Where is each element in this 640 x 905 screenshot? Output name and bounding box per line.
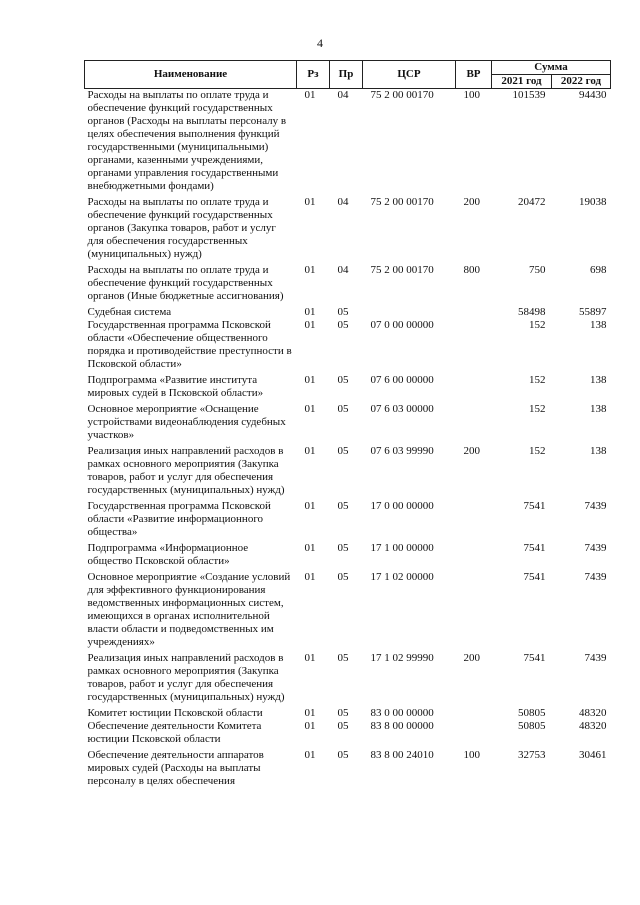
cell-rz: 01 (304, 306, 316, 318)
cell-rz: 01 (304, 89, 316, 101)
cell-vr: 100 (463, 89, 480, 101)
cell-rz: 01 (304, 264, 316, 276)
cell-2022: 7439 (584, 571, 607, 583)
cell-pr: 05 (337, 374, 349, 386)
header-vr: ВР (456, 61, 492, 89)
cell-pr: 05 (337, 319, 349, 331)
cell-2021: 7541 (523, 571, 546, 583)
cell-2021: 152 (529, 374, 546, 386)
cell-rz: 01 (304, 749, 316, 761)
budget-table (84, 60, 611, 788)
header-2022: 2022 год (552, 75, 611, 89)
cell-2021: 750 (529, 264, 546, 276)
cell-pr: 05 (337, 571, 349, 583)
cell-vr: 800 (463, 264, 480, 276)
cell-2022: 7439 (584, 652, 607, 664)
cell-2022: 7439 (584, 542, 607, 554)
cell-2021: 101539 (512, 89, 546, 101)
cell-2021: 58498 (518, 306, 546, 318)
cell-2022: 48320 (579, 707, 607, 719)
table-row (85, 89, 611, 194)
cell-csr (363, 303, 456, 319)
cell-2021: 7541 (523, 652, 546, 664)
cell-vr: 200 (463, 445, 480, 457)
cell-csr: 83 8 00 00000 (370, 720, 434, 732)
table-row (85, 442, 611, 497)
cell-rz: 01 (304, 196, 316, 208)
cell-2021: 20472 (518, 196, 546, 208)
cell-2022: 48320 (579, 720, 607, 732)
table-row (85, 746, 611, 788)
cell-2021: 50805 (518, 720, 546, 732)
cell-2022: 19038 (579, 196, 607, 208)
cell-2021: 32753 (518, 749, 546, 761)
cell-name: Расходы на выплаты по оплате труда и обеспечение функций государственных органов (Иные бюджетные ассигнования) (87, 264, 284, 302)
cell-2021: 152 (529, 445, 546, 457)
table-row (85, 649, 611, 704)
cell-vr (456, 400, 492, 442)
cell-name: Реализация иных направлений расходов в рамках основного мероприятия (Закупка товаров, работ и услуг для обеспечения государственных (муниципальных) нужд) (87, 445, 285, 496)
header-csr: ЦСР (363, 61, 456, 89)
cell-rz: 01 (304, 319, 316, 331)
cell-pr: 05 (337, 542, 349, 554)
cell-vr: 200 (463, 652, 480, 664)
cell-csr: 17 0 00 00000 (370, 500, 434, 512)
cell-name: Государственная программа Псковской области «Развитие информационного общества» (87, 500, 271, 538)
header-rz: Рз (297, 61, 330, 89)
cell-2022: 138 (590, 445, 607, 457)
cell-pr: 04 (337, 196, 349, 208)
cell-name: Основное мероприятие «Создание условий для эффективного функционирования ведомственных информационных систем, имеющихся в органах исполнительной власти области и подведомственных им учреждениях» (87, 571, 291, 648)
cell-name: Комитет юстиции Псковской области (87, 707, 263, 719)
cell-rz: 01 (304, 403, 316, 415)
cell-vr (456, 371, 492, 400)
budget-table-wrapper (84, 60, 610, 788)
cell-name: Судебная система (87, 306, 172, 318)
cell-name: Основное мероприятие «Оснащение устройствами видеонаблюдения судебных участков» (87, 403, 286, 441)
cell-vr: 200 (463, 196, 480, 208)
cell-2021: 7541 (523, 542, 546, 554)
cell-2022: 30461 (579, 749, 607, 761)
cell-name: Подпрограмма «Информационное общество Псковской области» (87, 542, 249, 567)
cell-rz: 01 (304, 374, 316, 386)
cell-csr: 83 0 00 00000 (370, 707, 434, 719)
table-row (85, 704, 611, 720)
cell-name: Реализация иных направлений расходов в рамках основного мероприятия (Закупка товаров, работ и услуг для обеспечения государственных (муниципальных) нужд) (87, 652, 285, 703)
table-row (85, 400, 611, 442)
table-row (85, 319, 611, 371)
cell-pr: 04 (337, 264, 349, 276)
cell-2022: 138 (590, 403, 607, 415)
cell-rz: 01 (304, 707, 316, 719)
cell-vr (456, 497, 492, 539)
cell-pr: 05 (337, 720, 349, 732)
table-row (85, 539, 611, 568)
cell-2021: 50805 (518, 707, 546, 719)
cell-name: Расходы на выплаты по оплате труда и обеспечение функций государственных органов (Расходы на выплаты персоналу в целях обеспечения выполнения функций государственными (муниципальными) органами, казенными учреждениями, органами управления государственными внебюджетными фондами) (87, 89, 287, 192)
cell-2022: 94430 (579, 89, 607, 101)
table-body (85, 89, 611, 789)
cell-rz: 01 (304, 445, 316, 457)
table-row (85, 261, 611, 303)
header-name: Наименование (85, 61, 297, 89)
cell-rz: 01 (304, 652, 316, 664)
cell-rz: 01 (304, 720, 316, 732)
cell-csr: 17 1 02 99990 (370, 652, 434, 664)
cell-csr: 17 1 00 00000 (370, 542, 434, 554)
cell-pr: 05 (337, 445, 349, 457)
cell-2022: 138 (590, 319, 607, 331)
cell-csr: 17 1 02 00000 (370, 571, 434, 583)
cell-2021: 152 (529, 403, 546, 415)
cell-name: Расходы на выплаты по оплате труда и обеспечение функций государственных органов (Закупка товаров, работ и услуг для обеспечения государственных (муниципальных) нужд) (87, 196, 276, 260)
table-row (85, 720, 611, 746)
cell-name: Обеспечение деятельности аппаратов мировых судей (Расходы на выплаты персоналу в целях обеспечения (87, 749, 264, 787)
cell-csr: 07 6 03 00000 (370, 403, 434, 415)
cell-vr (456, 704, 492, 720)
cell-name: Государственная программа Псковской области «Обеспечение общественного порядка и противодействие преступности в Псковской области» (87, 319, 292, 370)
cell-pr: 04 (337, 89, 349, 101)
cell-csr: 75 2 00 00170 (370, 89, 434, 101)
cell-rz: 01 (304, 542, 316, 554)
cell-pr: 05 (337, 652, 349, 664)
cell-pr: 05 (337, 500, 349, 512)
cell-2021: 152 (529, 319, 546, 331)
cell-vr (456, 539, 492, 568)
table-row (85, 193, 611, 261)
cell-rz: 01 (304, 571, 316, 583)
header-pr: Пр (330, 61, 363, 89)
cell-csr: 75 2 00 00170 (370, 264, 434, 276)
cell-pr: 05 (337, 707, 349, 719)
cell-2022: 7439 (584, 500, 607, 512)
cell-vr (456, 568, 492, 649)
cell-vr (456, 319, 492, 371)
page-number: 4 (317, 36, 323, 50)
header-sum: Сумма (492, 61, 611, 75)
header-2021: 2021 год (492, 75, 552, 89)
cell-pr: 05 (337, 749, 349, 761)
table-row (85, 497, 611, 539)
cell-pr: 05 (337, 403, 349, 415)
table-row (85, 568, 611, 649)
cell-pr: 05 (337, 306, 349, 318)
cell-2022: 138 (590, 374, 607, 386)
cell-2022: 698 (590, 264, 607, 276)
cell-csr: 07 6 00 00000 (370, 374, 434, 386)
cell-name: Обеспечение деятельности Комитета юстиции Псковской области (87, 720, 262, 745)
cell-rz: 01 (304, 500, 316, 512)
cell-csr: 07 0 00 00000 (370, 319, 434, 331)
cell-vr (456, 720, 492, 746)
cell-2022: 55897 (579, 306, 607, 318)
cell-vr (456, 303, 492, 319)
cell-name: Подпрограмма «Развитие института мировых судей в Псковской области» (87, 374, 264, 399)
cell-csr: 75 2 00 00170 (370, 196, 434, 208)
cell-2021: 7541 (523, 500, 546, 512)
table-row (85, 371, 611, 400)
cell-csr: 83 8 00 24010 (370, 749, 434, 761)
cell-csr: 07 6 03 99990 (370, 445, 434, 457)
table-row (85, 303, 611, 319)
cell-vr: 100 (463, 749, 480, 761)
